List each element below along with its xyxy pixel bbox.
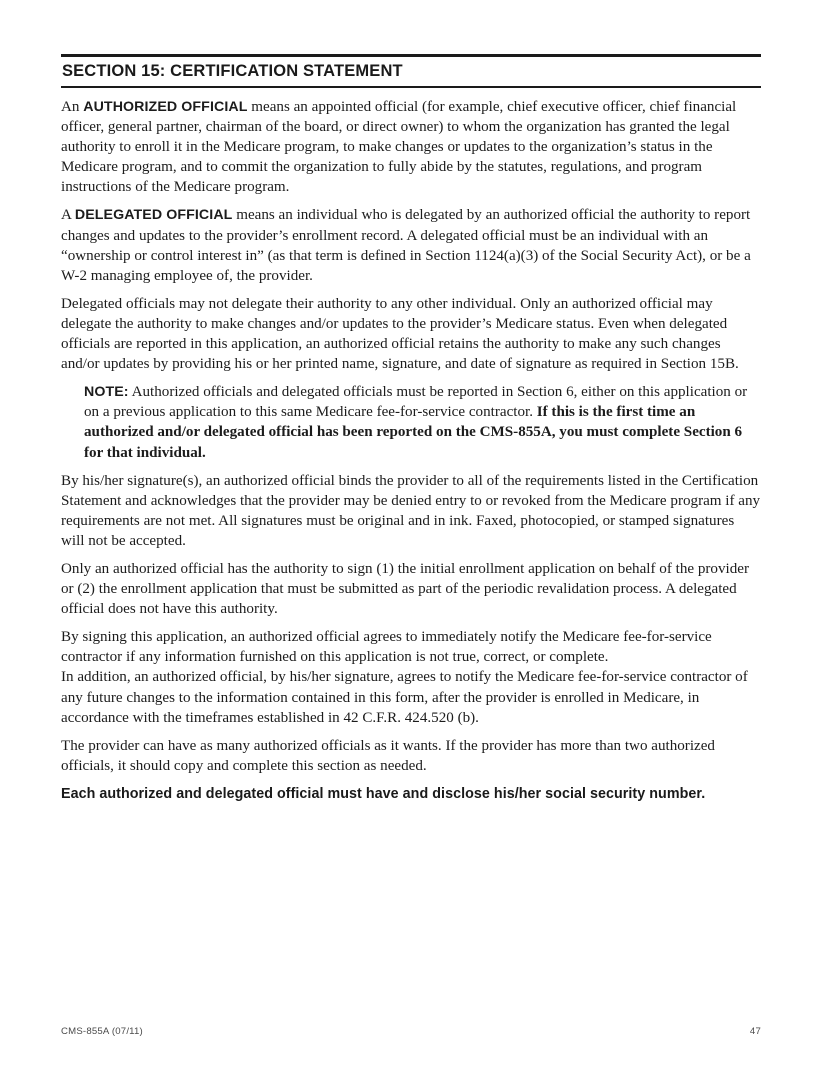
- note-emphasis: If this is the first time an authorized and/or delegated official has been reported on the CMS-855A, you must complete Section 6 for that individual.: [84, 404, 743, 461]
- paragraph-2-rest: means an individual who is delegated by an authorized official the authority to report changes and updates to the provider’s enrollment record. A delegated official must be an individual with an “ownership or control interest in” (as that term is defined in Section 1124(a)(3) of the Social Security Act), or be a W-2 managing employee of, the provider.: [61, 207, 751, 284]
- section-title: SECTION 15: CERTIFICATION STATEMENT: [62, 62, 403, 80]
- paragraph-2-lead-in: A: [61, 207, 75, 224]
- footer-page-number: 47: [749, 1026, 761, 1037]
- note-block: [61, 382, 761, 462]
- paragraph-notification-duty: [61, 627, 761, 727]
- paragraph-1-rest: means an appointed official (for example, chief executive officer, chief financial officer, general partner, chairman of the board, or direct owner) to whom the organization has granted the legal authority to enroll it in the Medicare program, to make changes or updates to the organization’s status in the Medicare program, and to commit the organization to fully abide by the statutes, regulations, and program instructions of the Medicare program.: [61, 99, 737, 196]
- page-footer: [61, 1026, 761, 1037]
- paragraph-delegated-official: [61, 205, 761, 285]
- ssn-disclosure-statement: Each authorized and delegated official must have and disclose his/her social security number.: [61, 785, 706, 802]
- paragraph-delegation-limits: Delegated officials may not delegate their authority to any other individual. Only an authorized official may delegate the authority to make changes and/or updates to the provider’s Medicare status. Even when delegated officials are reported in this application, an authorized official retains the authority to make any such changes and/or updates by providing his or her printed name, signature, and date of signature as required in Section 15B.: [61, 295, 739, 373]
- paragraph-6-line-1: By signing this application, an authorized official agrees to immediately notify the Medicare fee-for-service contractor if any information furnished on this application is not true, correct, or complete.: [61, 629, 712, 666]
- paragraph-6-line-2: In addition, an authorized official, by his/her signature, agrees to notify the Medicare fee-for-service contractor of any future changes to the information contained in this form, after the provider is enrolled in Medicare, in accordance with the timeframes established in 42 C.F.R. 424.520 (b).: [61, 669, 748, 726]
- certification-statement-body: [61, 88, 761, 804]
- page-content: [61, 54, 761, 804]
- authorized-official-term: AUTHORIZED OFFICIAL: [83, 99, 248, 115]
- paragraph-multiple-officials: The provider can have as many authorized officials as it wants. If the provider has more than two authorized officials, it should copy and complete this section as needed.: [61, 737, 715, 774]
- paragraph-signing-authority: Only an authorized official has the authority to sign (1) the initial enrollment application on behalf of the provider or (2) the enrollment application that must be submitted as part of the periodic revalidation process. A delegated official does not have this authority.: [61, 560, 749, 618]
- paragraph-signature-binding: By his/her signature(s), an authorized official binds the provider to all of the requirements listed in the Certification Statement and acknowledges that the provider may be denied entry to or revoked from the Medicare program if any requirements are not met. All signatures must be original and in ink. Faxed, photocopied, or stamped signatures will not be accepted.: [61, 472, 761, 549]
- note-paragraph: [84, 382, 759, 462]
- note-label: NOTE:: [84, 384, 129, 401]
- paragraph-authorized-official: [61, 97, 761, 197]
- note-text: Authorized officials and delegated officials must be reported in Section 6, either on this application or on a previous application to this same Medicare fee-for-service contractor.: [84, 384, 748, 421]
- footer-form-id: CMS-855A (07/11): [61, 1026, 143, 1037]
- delegated-official-term: DELEGATED OFFICIAL: [74, 207, 233, 224]
- paragraph-1-lead-in: An: [61, 99, 84, 115]
